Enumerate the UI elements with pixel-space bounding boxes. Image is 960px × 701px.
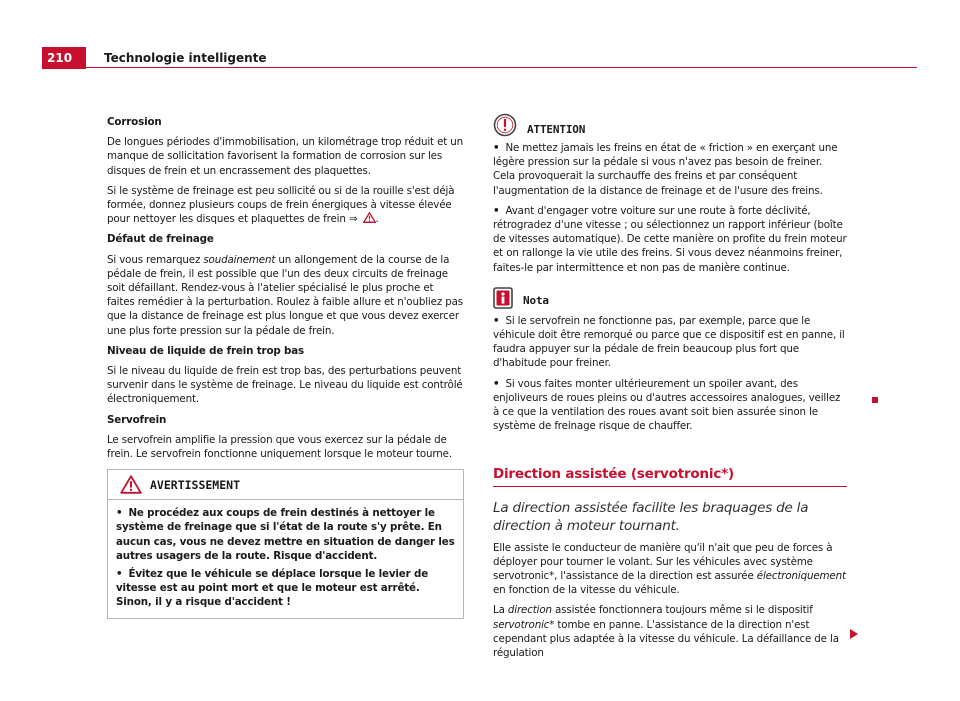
left-column bbox=[107, 115, 464, 619]
attention-title: ATTENTION bbox=[527, 122, 586, 136]
servofrein-heading: Servofrein bbox=[107, 413, 167, 426]
warning-box bbox=[107, 469, 464, 618]
warning-triangle-icon bbox=[120, 475, 142, 494]
header-rule bbox=[86, 67, 917, 68]
note-item: • Si le servofrein ne fonctionne pas, par exemple, parce que le véhicule doit être remorqué ou parce que ce dispositif est en panne, il faudra appuyer sur la pédale de frein beaucoup plus fort que d'habitude pour freiner. bbox=[493, 314, 845, 370]
servofrein-paragraph: Le servofrein amplifie la pression que vous exercez sur la pédale de frein. Le servofrein fonctionne uniquement lorsque le moteur tourne. bbox=[107, 433, 452, 461]
warning-title: AVERTISSEMENT bbox=[150, 477, 241, 492]
defaut-heading: Défaut de freinage bbox=[107, 233, 214, 246]
warning-triangle-icon bbox=[363, 212, 376, 223]
section-title: Direction assistée (servotronic*) bbox=[493, 467, 847, 486]
corrosion-paragraph-1: De longues périodes d'immobilisation, un kilométrage trop réduit et un manque de sollicitation favorisent la formation de corrosion sur les disques de frein et un encrassement des plaquettes. bbox=[107, 136, 464, 177]
corrosion-heading: Corrosion bbox=[107, 116, 162, 128]
defaut-paragraph: Si vous remarquez soudainement un allongement de la course de la pédale de frein, il est possible que l'un des deux circuits de freinage soit défaillant. Rendez-vous à l'atelier spécialisé le plus proche et faites remédier à la perturbation. Roulez à faible allure et n'oubliez pas que la distance de freinage est plus longue et que vous devez exercer une plus forte pression sur la pédale de frein. bbox=[107, 253, 463, 337]
direction-paragraph-2: La direction assistée fonctionnera toujours même si le dispositif servotronic* tombe en panne. L'assistance de la direction n'est cependant plus adaptée à la vitesse du véhicule. La défaillance de la régulation bbox=[493, 604, 839, 660]
note-title: Nota bbox=[523, 293, 549, 307]
warning-body bbox=[108, 500, 463, 617]
warning-item: • Ne procédez aux coups de frein destinés à nettoyer le système de freinage que si l'état de la route s'y prête. En aucun cas, vous ne devez mettre en situation de danger les autres usagers de la route. Risque d'accident. bbox=[116, 507, 455, 562]
note-item: • Si vous faites monter ultérieurement un spoiler avant, des enjoliveurs de roues pleins ou d'autres accessoires analogues, veillez à ce que la ventilation des roues avant soit bien assurée sinon le système de freinage risque de chauffer. bbox=[493, 377, 841, 433]
exclamation-circle-icon bbox=[493, 113, 517, 137]
note-header bbox=[493, 285, 847, 311]
right-column bbox=[493, 115, 847, 666]
page-number: 210 bbox=[42, 47, 86, 69]
section-lead: La direction assistée facilite les braquages de la direction à moteur tournant. bbox=[493, 499, 809, 534]
attention-header bbox=[493, 115, 847, 137]
direction-paragraph-1: Elle assiste le conducteur de manière qu'il n'ait que peu de forces à déployer pour tourner le volant. Sur les véhicules avec système servotronic*, l'assistance de la direction est assurée électroniquement en fonction de la vitesse du véhicule. bbox=[493, 541, 846, 597]
warning-box-header bbox=[108, 470, 463, 500]
running-head-title: Technologie intelligente bbox=[104, 51, 267, 65]
continue-arrow-icon bbox=[850, 629, 858, 639]
niveau-paragraph: Si le niveau du liquide de frein est trop bas, des perturbations peuvent survenir dans le système de freinage. Le niveau du liquide est contrôlé électroniquement. bbox=[107, 365, 463, 406]
corrosion-paragraph-2: Si le système de freinage est peu sollicité ou si de la rouille s'est déjà formée, donnez plusieurs coups de frein énergiques à vitesse élevée pour nettoyer les disques et plaquettes de frein ⇒ . bbox=[107, 184, 455, 226]
warning-item: • Évitez que le véhicule se déplace lorsque le levier de vitesse est au point mort et que le moteur est arrêté. Sinon, il y a risque d'accident ! bbox=[116, 568, 429, 609]
attention-item: • Ne mettez jamais les freins en état de « friction » en exerçant une légère pression sur la pédale si vous n'avez pas besoin de freiner. Cela provoquerait la surchauffe des freins et par conséquent l'augmentation de la distance de freinage et de l'usure des freins. bbox=[493, 142, 838, 197]
info-note-icon bbox=[493, 287, 513, 309]
attention-item: • Avant d'engager votre voiture sur une route à forte déclivité, rétrogradez d'une vitesse ; ou sélectionnez un rapport inférieur (boîte de vitesses automatique). De cette manière on profite du frein moteur et on rallonge la vie utile des freins. Si vous devez néanmoins freiner, faites-le par intermittence et non pas de manière continue. bbox=[493, 204, 847, 274]
section-end-marker bbox=[872, 397, 878, 403]
niveau-heading: Niveau de liquide de frein trop bas bbox=[107, 344, 305, 357]
